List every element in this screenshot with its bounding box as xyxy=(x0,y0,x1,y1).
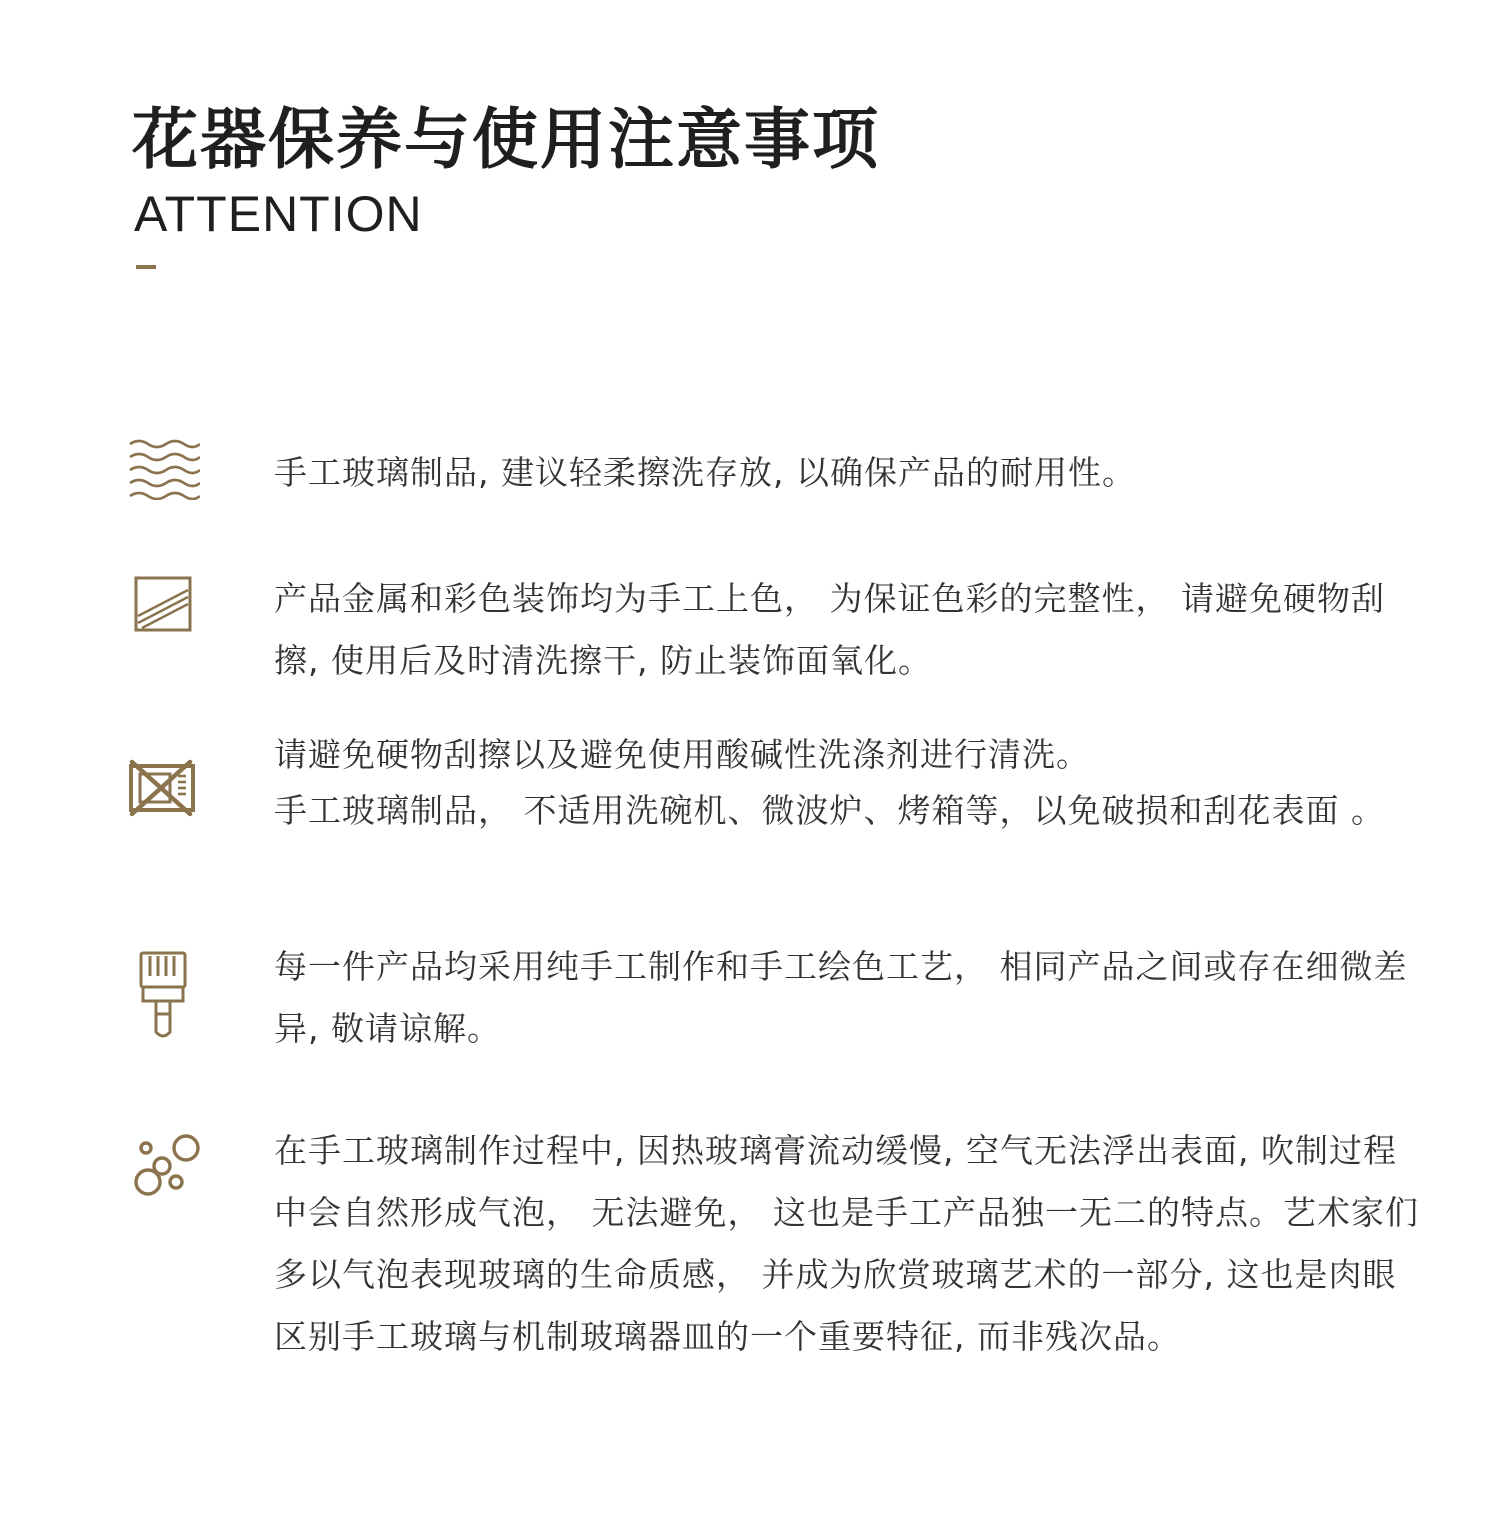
notice-text xyxy=(274,568,1424,692)
page-subtitle: ATTENTION xyxy=(134,186,423,242)
notice-line: 每一件产品均采用纯手工制作和手工绘色工艺， 相同产品之间或存在细微差异, 敬请谅解。 xyxy=(274,947,1408,1048)
notice-text xyxy=(274,724,1424,842)
metal-surface-icon xyxy=(134,576,192,632)
notice-line: 产品金属和彩色装饰均为手工上色， 为保证色彩的完整性， 请避免硬物刮擦, 使用后及时清洗擦干, 防止装饰面氧化。 xyxy=(274,579,1385,680)
paint-brush-icon xyxy=(138,950,188,1042)
notice-text xyxy=(274,936,1424,1060)
notice-line: 请避免硬物刮擦以及避免使用酸碱性洗涤剂进行清洗。 xyxy=(274,735,1090,774)
notice-line: 在手工玻璃制作过程中, 因热玻璃膏流动缓慢, 空气无法浮出表面, 吹制过程中会自然形成气泡， 无法避免， 这也是手工产品独一无二的特点。艺术家们多以气泡表现玻璃的生命质感， 并成为欣赏玻璃艺术的一部分, 这也是肉眼区别手工玻璃与机制玻璃器皿的一个重要特征, 而非残次品。 xyxy=(274,1131,1419,1356)
notice-text xyxy=(274,442,1424,504)
notice-text xyxy=(274,1120,1424,1368)
wave-lines-icon xyxy=(128,438,200,500)
notice-line: 手工玻璃制品， 不适用洗碗机、微波炉、烤箱等，以免破损和刮花表面 。 xyxy=(274,791,1385,830)
bubbles-icon xyxy=(132,1132,202,1198)
title-divider xyxy=(136,265,156,269)
page-title: 花器保养与使用注意事项 xyxy=(132,101,880,178)
notice-line: 手工玻璃制品, 建议轻柔擦洗存放, 以确保产品的耐用性。 xyxy=(274,453,1136,492)
no-microwave-icon xyxy=(128,758,196,818)
